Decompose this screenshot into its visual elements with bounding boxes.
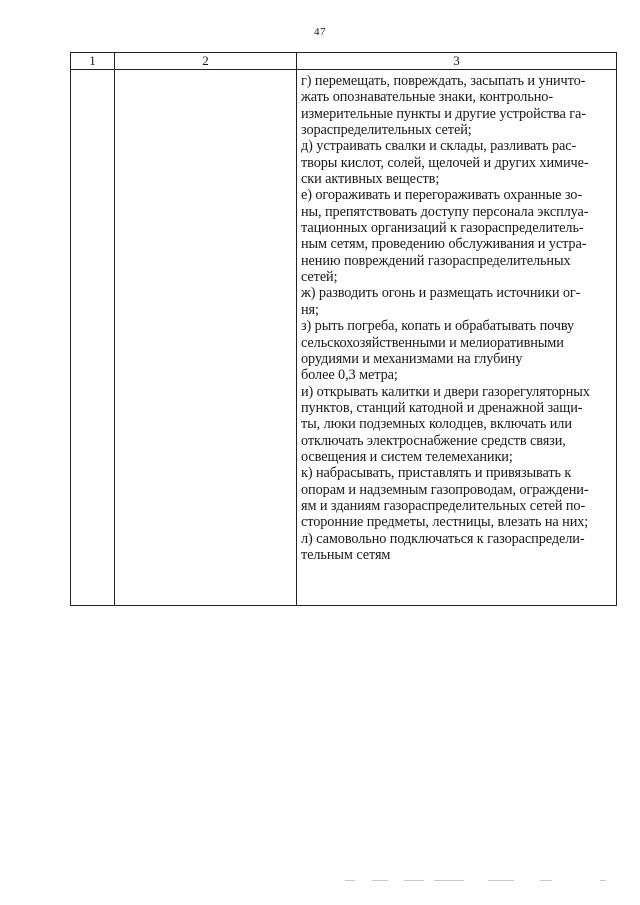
text-line: ня; bbox=[301, 301, 319, 318]
text-line: тельным сетям bbox=[301, 546, 391, 563]
scan-artifact bbox=[345, 880, 355, 881]
text-line: ям и зданиям газораспределительных сетей по- bbox=[301, 497, 586, 514]
column-3-text bbox=[297, 70, 616, 563]
text-line: сетей; bbox=[301, 269, 338, 286]
text-line: нению повреждений газораспределительных bbox=[301, 252, 571, 269]
text-line: измерительные пункты и другие устройства га- bbox=[301, 105, 586, 122]
text-line: е) огораживать и перегораживать охранные зо- bbox=[301, 187, 582, 204]
cell-col-3 bbox=[297, 70, 617, 606]
text-line: ты, люки подземных колодцев, включать или bbox=[301, 416, 572, 433]
text-line: сторонние предметы, лестницы, влезать на них; bbox=[301, 514, 589, 531]
table-header-row bbox=[71, 53, 617, 70]
header-col-2: 2 bbox=[115, 53, 297, 70]
text-line: освещения и систем телемеханики; bbox=[301, 448, 513, 465]
text-line: жать опознавательные знаки, контрольно- bbox=[301, 89, 554, 106]
scan-artifact bbox=[434, 880, 464, 881]
cell-col-1 bbox=[71, 70, 115, 606]
text-line: л) самовольно подключаться к газораспредели- bbox=[301, 530, 585, 547]
text-line: творы кислот, солей, щелочей и других химиче- bbox=[301, 154, 589, 171]
table-row bbox=[71, 70, 617, 606]
scan-artifact bbox=[488, 880, 514, 881]
scan-artifact bbox=[540, 880, 552, 881]
text-line: г) перемещать, повреждать, засыпать и уничто- bbox=[301, 73, 586, 89]
text-line: зораспределительных сетей; bbox=[301, 122, 472, 139]
cell-col-2 bbox=[115, 70, 297, 606]
header-col-3: 3 bbox=[297, 53, 617, 70]
page-number: 47 bbox=[314, 26, 326, 38]
text-line: пунктов, станций катодной и дренажной защи- bbox=[301, 399, 583, 416]
text-line: опорам и надземным газопроводам, ограждени- bbox=[301, 481, 589, 498]
text-line: ски активных веществ; bbox=[301, 171, 440, 188]
text-line: отключать электроснабжение средств связи, bbox=[301, 432, 566, 449]
scan-artifact bbox=[372, 880, 388, 881]
text-line: ж) разводить огонь и размещать источники ог- bbox=[301, 285, 581, 302]
text-line: орудиями и механизмами на глубину bbox=[301, 350, 523, 367]
text-line: з) рыть погреба, копать и обрабатывать почву bbox=[301, 318, 575, 335]
text-line: тационных организаций к газораспределитель- bbox=[301, 220, 584, 237]
text-line: сельскохозяйственными и мелиоративными bbox=[301, 334, 564, 351]
text-line: к) набрасывать, приставлять и привязывать к bbox=[301, 465, 572, 482]
text-line: и) открывать калитки и двери газорегуляторных bbox=[301, 383, 590, 400]
content-table bbox=[70, 52, 617, 606]
scan-artifact bbox=[600, 880, 606, 881]
text-line: более 0,3 метра; bbox=[301, 367, 398, 384]
scan-artifact bbox=[404, 880, 424, 881]
text-line: д) устраивать свалки и склады, разливать рас- bbox=[301, 138, 577, 155]
text-line: ны, препятствовать доступу персонала эксплуа- bbox=[301, 203, 589, 220]
text-line: ным сетям, проведению обслуживания и устра- bbox=[301, 236, 587, 253]
header-col-1: 1 bbox=[71, 53, 115, 70]
